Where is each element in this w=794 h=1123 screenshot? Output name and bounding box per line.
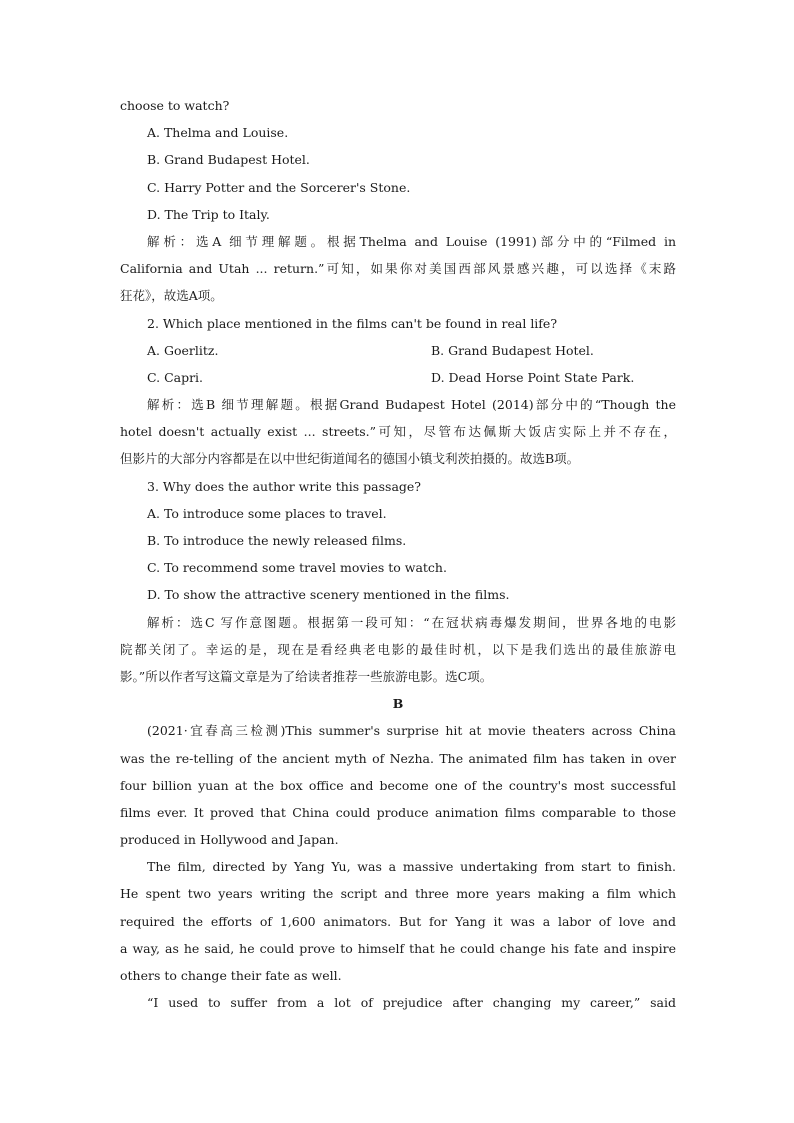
q3-option-a: A. To introduce some places to travel.	[147, 505, 387, 521]
passage-line: The film, directed by Yang Yu, was a massive undertaking from start to finish.	[147, 859, 676, 875]
q2-option-c: C. Capri.	[147, 369, 204, 385]
q3-option-c: C. To recommend some travel movies to watch.	[147, 560, 447, 576]
q1-analysis-line: 狂花》，故选A项。	[120, 288, 223, 304]
q3-option-d: D. To show the attractive scenery mentioned in the films.	[147, 587, 510, 603]
q2-analysis-line: 解析：选B 细节理解题。根据Grand Budapest Hotel (2014)部分中的“Though the	[147, 397, 676, 413]
passage-line: was the re-telling of the ancient myth of Nezha. The animated film has taken in over	[120, 750, 676, 766]
passage-line: four billion yuan at the box office and become one of the country's most successful	[120, 777, 676, 793]
passage-line: produced in Hollywood and Japan.	[120, 832, 339, 848]
q3-analysis-line: 解析：选C 写作意图题。根据第一段可知：“在冠状病毒爆发期间，世界各地的电影	[147, 614, 676, 630]
passage-line: others to change their fate as well.	[120, 968, 342, 983]
question-2-stem: 2. Which place mentioned in the films can't be found in real life?	[147, 315, 558, 331]
section-title: B	[392, 696, 404, 712]
q3-option-b: B. To introduce the newly released films.	[147, 533, 407, 548]
q1-option-b: B. Grand Budapest Hotel.	[147, 152, 310, 168]
passage-line: (2021·宜春高三检测)This summer's surprise hit at movie theaters across China	[147, 723, 676, 739]
document-page	[120, 92, 676, 1016]
q2-options-row	[120, 364, 676, 391]
q2-option-a: A. Goerlitz.	[147, 342, 219, 358]
q2-option-d: D. Dead Horse Point State Park.	[431, 369, 635, 385]
q1-option-d: D. The Trip to Italy.	[147, 206, 270, 222]
question-1-stem-tail: choose to watch?	[120, 98, 230, 113]
q1-analysis-line: California and Utah ... return.”可知，如果你对美国西部风景感兴趣，可以选择《末路	[120, 261, 676, 277]
q2-options-row	[120, 337, 676, 364]
passage-line: films ever. It proved that China could produce animation films comparable to those	[120, 804, 676, 820]
q1-option-c: C. Harry Potter and the Sorcerer's Stone.	[147, 179, 411, 195]
passage-line: a way, as he said, he could prove to himself that he could change his fate and inspire	[120, 940, 676, 956]
q1-analysis-line: 解析：选A 细节理解题。根据Thelma and Louise (1991)部分中的“Filmed in	[147, 233, 676, 249]
passage-line: “I used to suffer from a lot of prejudice after changing my career,” said	[147, 995, 676, 1011]
q1-option-a: A. Thelma and Louise.	[147, 125, 289, 141]
q2-option-b: B. Grand Budapest Hotel.	[431, 342, 594, 358]
question-3-stem: 3. Why does the author write this passage?	[147, 478, 422, 494]
q3-analysis-line: 院都关闭了。幸运的是，现在是看经典老电影的最佳时机，以下是我们选出的最佳旅游电	[120, 641, 676, 657]
q3-analysis-line: 影。”所以作者写这篇文章是为了给读者推荐一些旅游电影。选C项。	[120, 668, 493, 684]
q2-analysis-line: 但影片的大部分内容都是在以中世纪街道闻名的德国小镇戈利茨拍摄的。故选B项。	[120, 451, 580, 467]
passage-line: He spent two years writing the script and three more years making a film which	[120, 886, 676, 902]
passage-line: required the efforts of 1,600 animators. But for Yang it was a labor of love and	[120, 913, 676, 929]
q2-analysis-line: hotel doesn't actually exist ... streets.”可知，尽管布达佩斯大饭店实际上并不存在，	[120, 424, 676, 440]
